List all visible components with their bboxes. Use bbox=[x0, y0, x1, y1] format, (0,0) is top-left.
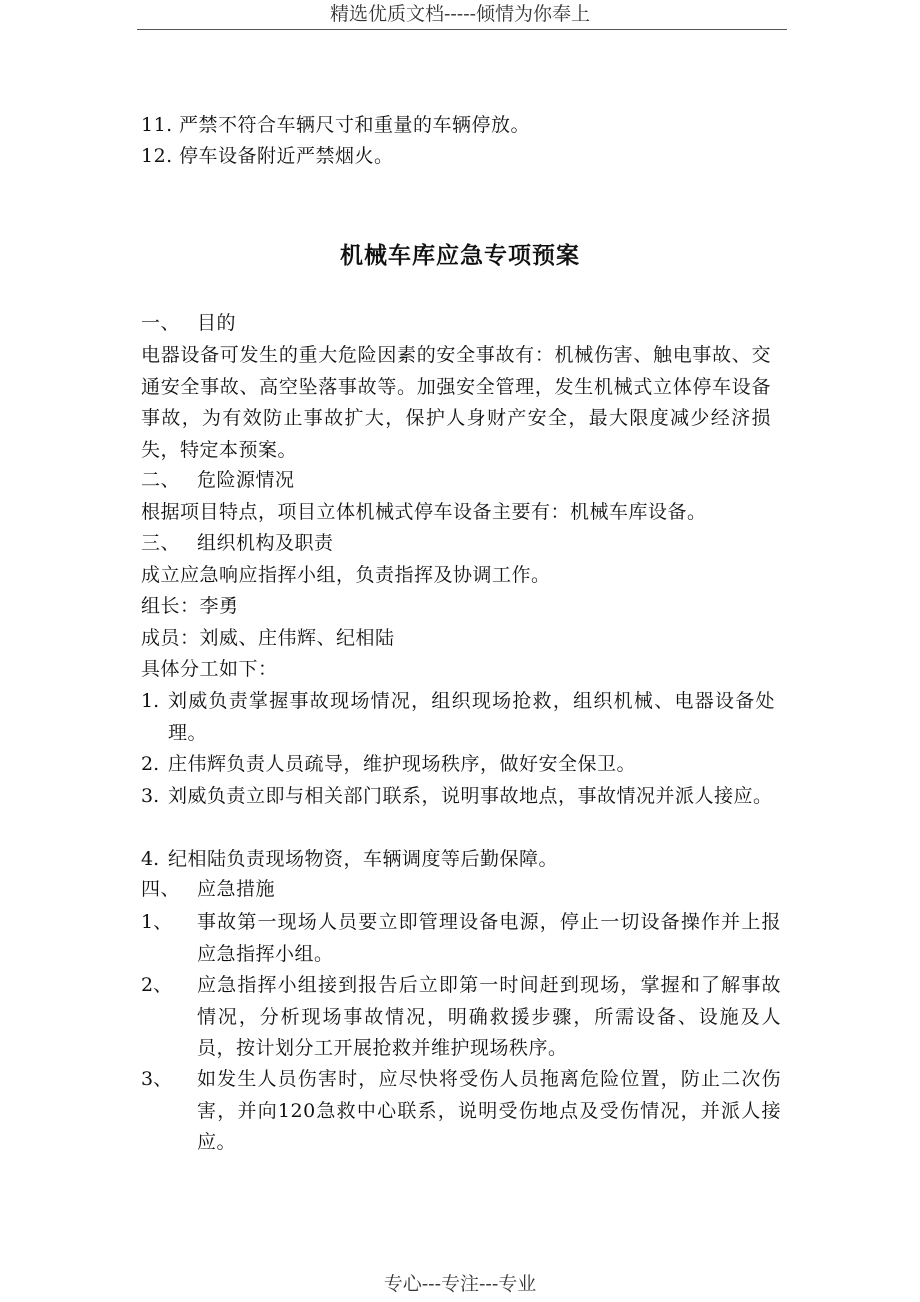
measure-text: 如发生人员伤害时，应尽快将受伤人员拖离危险位置，防止二次伤害，并向120急救中心联系，说明受伤地点及受伤情况，并派人接应。 bbox=[197, 1068, 781, 1153]
measure-item-3 bbox=[141, 1064, 781, 1159]
section-number: 三、 bbox=[141, 532, 181, 554]
list-item-number: 11. bbox=[141, 114, 173, 136]
section-title: 应急措施 bbox=[197, 878, 276, 900]
section-1-body: 电器设备可发生的重大危险因素的安全事故有：机械伤害、触电事故、交通安全事故、高空坠落事故等。加强安全管理，发生机械式立体停车设备事故，为有效防止事故扩大，保护人身财产安全，最大限度减少经济损失，特定本预案。 bbox=[141, 344, 771, 461]
duty-item-1 bbox=[141, 686, 775, 749]
section-3-body: 成立应急响应指挥小组，负责指挥及协调工作。 bbox=[141, 564, 551, 586]
team-members: 成员：刘威、庄伟辉、纪相陆 bbox=[141, 627, 395, 649]
page-header: 精选优质文档-----倾情为你奉上 bbox=[329, 3, 591, 25]
section-number: 一、 bbox=[141, 312, 181, 334]
duty-number: 2. bbox=[141, 753, 160, 775]
list-item-number: 12. bbox=[141, 145, 173, 167]
list-item-12 bbox=[141, 142, 394, 170]
division-intro: 具体分工如下： bbox=[141, 658, 278, 680]
duty-text: 纪相陆负责现场物资，车辆调度等后勤保障。 bbox=[168, 848, 559, 870]
list-item-text: 停车设备附近严禁烟火。 bbox=[179, 145, 394, 167]
measure-number: 3、 bbox=[141, 1068, 173, 1090]
list-item-text: 严禁不符合车辆尺寸和重量的车辆停放。 bbox=[179, 114, 531, 136]
duty-text: 刘威负责立即与相关部门联系，说明事故地点，事故情况并派人接应。 bbox=[168, 785, 773, 807]
section-title: 组织机构及职责 bbox=[197, 532, 334, 554]
duty-number: 3. bbox=[141, 785, 160, 807]
duty-text: 庄伟辉负责人员疏导，维护现场秩序，做好安全保卫。 bbox=[168, 753, 637, 775]
duty-item-3 bbox=[141, 781, 775, 813]
measure-text: 应急指挥小组接到报告后立即第一时间赶到现场，掌握和了解事故情况，分析现场事故情况，明确救援步骤，所需设备、设施及人员，按计划分工开展抢救并维护现场秩序。 bbox=[197, 974, 781, 1059]
list-item-11 bbox=[141, 111, 530, 139]
section-heading-3 bbox=[141, 529, 334, 557]
team-leader: 组长：李勇 bbox=[141, 595, 239, 617]
section-heading-1 bbox=[141, 309, 236, 337]
section-title: 危险源情况 bbox=[197, 469, 295, 491]
measure-number: 2、 bbox=[141, 974, 173, 996]
measure-item-1 bbox=[141, 907, 781, 970]
section-heading-4 bbox=[141, 875, 275, 903]
section-number: 二、 bbox=[141, 469, 181, 491]
header-divider bbox=[137, 29, 787, 30]
section-2-body: 根据项目特点，项目立体机械式停车设备主要有：机械车库设备。 bbox=[141, 501, 707, 523]
measure-item-2 bbox=[141, 970, 781, 1065]
section-number: 四、 bbox=[141, 878, 181, 900]
duty-item-4 bbox=[141, 844, 775, 876]
duty-number: 1. bbox=[141, 690, 160, 712]
document-title: 机械车库应急专项预案 bbox=[340, 242, 580, 269]
measure-text: 事故第一现场人员要立即管理设备电源，停止一切设备操作并上报应急指挥小组。 bbox=[197, 911, 781, 965]
duty-text: 刘威负责掌握事故现场情况，组织现场抢救，组织机械、电器设备处理。 bbox=[168, 690, 775, 744]
page-footer: 专心---专注---专业 bbox=[383, 1273, 537, 1295]
section-heading-2 bbox=[141, 466, 295, 494]
section-title: 目的 bbox=[197, 312, 237, 334]
duty-number: 4. bbox=[141, 848, 160, 870]
measure-number: 1、 bbox=[141, 911, 173, 933]
duty-item-2 bbox=[141, 749, 775, 781]
